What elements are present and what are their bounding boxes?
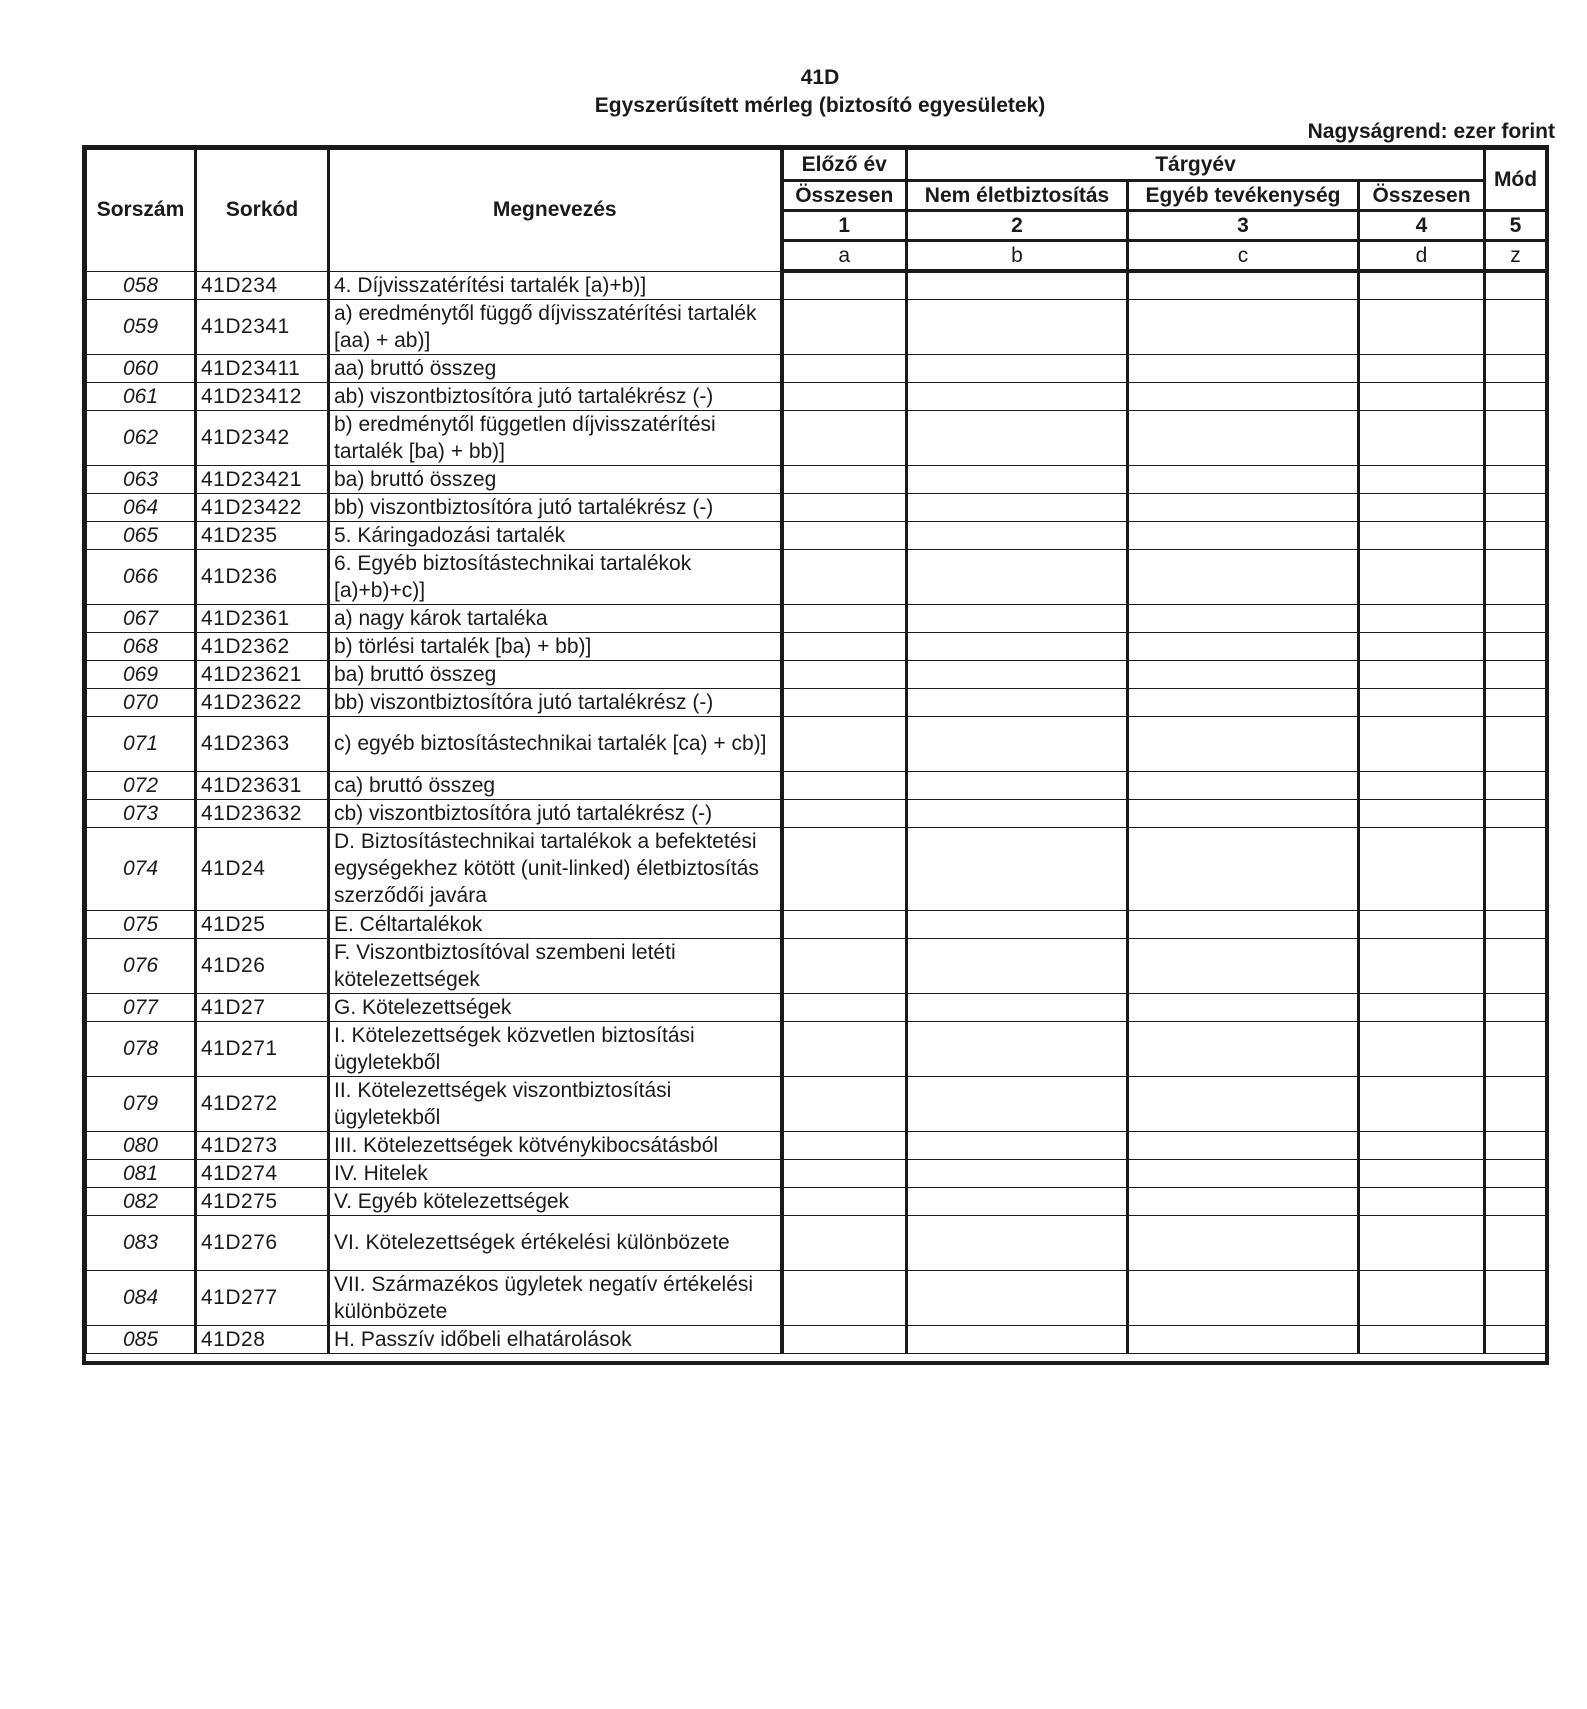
header-osszesen-curr: Összesen bbox=[1359, 181, 1485, 211]
row-name: b) eredménytől független díjvisszatérítési tartalék [ba) + bb)] bbox=[329, 410, 782, 465]
table-row bbox=[87, 910, 1546, 938]
row-number: 065 bbox=[87, 521, 196, 549]
value-other-activity[interactable] bbox=[1128, 521, 1359, 549]
row-name: a) nagy károk tartaléka bbox=[329, 604, 782, 632]
row-name: bb) viszontbiztosítóra jutó tartalékrész (-) bbox=[329, 493, 782, 521]
row-name: cb) viszontbiztosítóra jutó tartalékrész (-) bbox=[329, 799, 782, 827]
row-number: 075 bbox=[87, 910, 196, 938]
header-osszesen-prev: Összesen bbox=[782, 181, 907, 211]
value-mode[interactable] bbox=[1485, 910, 1546, 938]
value-other-activity[interactable] bbox=[1128, 771, 1359, 799]
header-nem-eletbiztositas: Nem életbiztosítás bbox=[907, 181, 1128, 211]
header-sorkod: Sorkód bbox=[196, 150, 329, 272]
row-name: VII. Származékos ügyletek negatív értékelési különbözete bbox=[329, 1270, 782, 1325]
row-number: 083 bbox=[87, 1215, 196, 1270]
value-non-life[interactable] bbox=[907, 938, 1128, 993]
table-row bbox=[87, 632, 1546, 660]
row-number: 071 bbox=[87, 716, 196, 771]
row-name: E. Céltartalékok bbox=[329, 910, 782, 938]
table-row bbox=[87, 549, 1546, 604]
row-number: 080 bbox=[87, 1131, 196, 1159]
row-code: 41D272 bbox=[196, 1076, 329, 1131]
value-prev-total[interactable] bbox=[782, 1131, 907, 1159]
table-row bbox=[87, 1325, 1546, 1353]
value-curr-total[interactable] bbox=[1359, 771, 1485, 799]
row-name: ba) bruttó összeg bbox=[329, 660, 782, 688]
row-code: 41D23412 bbox=[196, 382, 329, 410]
row-code: 41D23411 bbox=[196, 354, 329, 382]
value-non-life[interactable] bbox=[907, 827, 1128, 910]
value-mode[interactable] bbox=[1485, 799, 1546, 827]
value-prev-total[interactable] bbox=[782, 1021, 907, 1076]
value-prev-total[interactable] bbox=[782, 827, 907, 910]
value-prev-total[interactable] bbox=[782, 299, 907, 354]
value-non-life[interactable] bbox=[907, 1159, 1128, 1187]
value-curr-total[interactable] bbox=[1359, 1159, 1485, 1187]
table-row bbox=[87, 771, 1546, 799]
row-number: 077 bbox=[87, 993, 196, 1021]
table-row bbox=[87, 1187, 1546, 1215]
value-curr-total[interactable] bbox=[1359, 521, 1485, 549]
value-non-life[interactable] bbox=[907, 299, 1128, 354]
table-row bbox=[87, 660, 1546, 688]
value-mode[interactable] bbox=[1485, 299, 1546, 354]
value-curr-total[interactable] bbox=[1359, 716, 1485, 771]
row-number: 073 bbox=[87, 799, 196, 827]
row-code: 41D23631 bbox=[196, 771, 329, 799]
row-name: ab) viszontbiztosítóra jutó tartalékrész (-) bbox=[329, 382, 782, 410]
value-prev-total[interactable] bbox=[782, 493, 907, 521]
row-name: D. Biztosítástechnikai tartalékok a befektetési egységekhez kötött (unit-linked) életbiztosítás szerződői javára bbox=[329, 827, 782, 910]
row-name: IV. Hitelek bbox=[329, 1159, 782, 1187]
value-non-life[interactable] bbox=[907, 688, 1128, 716]
row-name: aa) bruttó összeg bbox=[329, 354, 782, 382]
row-name: a) eredménytől függő díjvisszatérítési tartalék [aa) + ab)] bbox=[329, 299, 782, 354]
value-prev-total[interactable] bbox=[782, 1187, 907, 1215]
value-mode[interactable] bbox=[1485, 1131, 1546, 1159]
value-non-life[interactable] bbox=[907, 910, 1128, 938]
value-mode[interactable] bbox=[1485, 716, 1546, 771]
value-non-life[interactable] bbox=[907, 549, 1128, 604]
row-code: 41D23422 bbox=[196, 493, 329, 521]
row-name: 5. Káringadozási tartalék bbox=[329, 521, 782, 549]
row-code: 41D24 bbox=[196, 827, 329, 910]
value-mode[interactable] bbox=[1485, 410, 1546, 465]
value-non-life[interactable] bbox=[907, 1076, 1128, 1131]
table-row bbox=[87, 465, 1546, 493]
value-non-life[interactable] bbox=[907, 799, 1128, 827]
row-number: 082 bbox=[87, 1187, 196, 1215]
value-other-activity[interactable] bbox=[1128, 299, 1359, 354]
row-code: 41D2362 bbox=[196, 632, 329, 660]
col-number-3: 3 bbox=[1128, 211, 1359, 241]
value-mode[interactable] bbox=[1485, 1325, 1546, 1353]
value-other-activity[interactable] bbox=[1128, 799, 1359, 827]
value-non-life[interactable] bbox=[907, 354, 1128, 382]
value-prev-total[interactable] bbox=[782, 1215, 907, 1270]
title-block bbox=[0, 64, 1587, 120]
value-prev-total[interactable] bbox=[782, 771, 907, 799]
value-mode[interactable] bbox=[1485, 382, 1546, 410]
row-name: ca) bruttó összeg bbox=[329, 771, 782, 799]
row-number: 081 bbox=[87, 1159, 196, 1187]
table-row bbox=[87, 993, 1546, 1021]
value-mode[interactable] bbox=[1485, 993, 1546, 1021]
value-curr-total[interactable] bbox=[1359, 993, 1485, 1021]
value-non-life[interactable] bbox=[907, 604, 1128, 632]
row-code: 41D2361 bbox=[196, 604, 329, 632]
value-mode[interactable] bbox=[1485, 632, 1546, 660]
value-non-life[interactable] bbox=[907, 382, 1128, 410]
value-prev-total[interactable] bbox=[782, 993, 907, 1021]
row-code: 41D2342 bbox=[196, 410, 329, 465]
row-number: 084 bbox=[87, 1270, 196, 1325]
table-row bbox=[87, 410, 1546, 465]
value-prev-total[interactable] bbox=[782, 549, 907, 604]
header-egyeb-tevekenyseg: Egyéb tevékenység bbox=[1128, 181, 1359, 211]
row-number: 058 bbox=[87, 271, 196, 299]
row-name: 4. Díjvisszatérítési tartalék [a)+b)] bbox=[329, 271, 782, 299]
value-prev-total[interactable] bbox=[782, 410, 907, 465]
row-code: 41D25 bbox=[196, 910, 329, 938]
row-number: 069 bbox=[87, 660, 196, 688]
value-other-activity[interactable] bbox=[1128, 1076, 1359, 1131]
row-number: 070 bbox=[87, 688, 196, 716]
value-curr-total[interactable] bbox=[1359, 299, 1485, 354]
value-curr-total[interactable] bbox=[1359, 493, 1485, 521]
value-mode[interactable] bbox=[1485, 938, 1546, 993]
value-other-activity[interactable] bbox=[1128, 1270, 1359, 1325]
row-number: 076 bbox=[87, 938, 196, 993]
value-other-activity[interactable] bbox=[1128, 827, 1359, 910]
value-curr-total[interactable] bbox=[1359, 660, 1485, 688]
row-code: 41D26 bbox=[196, 938, 329, 993]
table-row bbox=[87, 299, 1546, 354]
value-curr-total[interactable] bbox=[1359, 1076, 1485, 1131]
table-row bbox=[87, 493, 1546, 521]
value-curr-total[interactable] bbox=[1359, 1021, 1485, 1076]
table-row bbox=[87, 1270, 1546, 1325]
value-prev-total[interactable] bbox=[782, 354, 907, 382]
value-prev-total[interactable] bbox=[782, 1270, 907, 1325]
row-code: 41D234 bbox=[196, 271, 329, 299]
header-mod: Mód bbox=[1485, 150, 1546, 211]
value-prev-total[interactable] bbox=[782, 938, 907, 993]
value-curr-total[interactable] bbox=[1359, 410, 1485, 465]
value-mode[interactable] bbox=[1485, 521, 1546, 549]
value-curr-total[interactable] bbox=[1359, 549, 1485, 604]
value-other-activity[interactable] bbox=[1128, 1131, 1359, 1159]
col-number-2: 2 bbox=[907, 211, 1128, 241]
value-prev-total[interactable] bbox=[782, 604, 907, 632]
row-code: 41D23621 bbox=[196, 660, 329, 688]
value-other-activity[interactable] bbox=[1128, 910, 1359, 938]
row-code: 41D23622 bbox=[196, 688, 329, 716]
row-name: III. Kötelezettségek kötvénykibocsátásból bbox=[329, 1131, 782, 1159]
value-curr-total[interactable] bbox=[1359, 1131, 1485, 1159]
value-prev-total[interactable] bbox=[782, 1159, 907, 1187]
row-code: 41D27 bbox=[196, 993, 329, 1021]
value-other-activity[interactable] bbox=[1128, 1159, 1359, 1187]
table-row bbox=[87, 716, 1546, 771]
value-prev-total[interactable] bbox=[782, 716, 907, 771]
row-code: 41D235 bbox=[196, 521, 329, 549]
value-other-activity[interactable] bbox=[1128, 1021, 1359, 1076]
row-code: 41D23632 bbox=[196, 799, 329, 827]
value-non-life[interactable] bbox=[907, 1187, 1128, 1215]
value-non-life[interactable] bbox=[907, 632, 1128, 660]
value-prev-total[interactable] bbox=[782, 1325, 907, 1353]
value-other-activity[interactable] bbox=[1128, 688, 1359, 716]
row-code: 41D23421 bbox=[196, 465, 329, 493]
value-mode[interactable] bbox=[1485, 354, 1546, 382]
value-other-activity[interactable] bbox=[1128, 493, 1359, 521]
row-name: bb) viszontbiztosítóra jutó tartalékrész (-) bbox=[329, 688, 782, 716]
row-number: 061 bbox=[87, 382, 196, 410]
col-letter-z: z bbox=[1485, 241, 1546, 272]
row-name: II. Kötelezettségek viszontbiztosítási ügyletekből bbox=[329, 1076, 782, 1131]
row-code: 41D236 bbox=[196, 549, 329, 604]
row-name: VI. Kötelezettségek értékelési különbözete bbox=[329, 1215, 782, 1270]
table-row bbox=[87, 521, 1546, 549]
value-curr-total[interactable] bbox=[1359, 1325, 1485, 1353]
value-prev-total[interactable] bbox=[782, 271, 907, 299]
row-number: 060 bbox=[87, 354, 196, 382]
value-curr-total[interactable] bbox=[1359, 910, 1485, 938]
value-curr-total[interactable] bbox=[1359, 465, 1485, 493]
value-other-activity[interactable] bbox=[1128, 660, 1359, 688]
table-row bbox=[87, 382, 1546, 410]
value-mode[interactable] bbox=[1485, 1076, 1546, 1131]
row-number: 063 bbox=[87, 465, 196, 493]
value-other-activity[interactable] bbox=[1128, 354, 1359, 382]
value-other-activity[interactable] bbox=[1128, 716, 1359, 771]
value-curr-total[interactable] bbox=[1359, 688, 1485, 716]
value-mode[interactable] bbox=[1485, 549, 1546, 604]
table-row bbox=[87, 1021, 1546, 1076]
value-prev-total[interactable] bbox=[782, 660, 907, 688]
value-non-life[interactable] bbox=[907, 493, 1128, 521]
value-mode[interactable] bbox=[1485, 771, 1546, 799]
value-other-activity[interactable] bbox=[1128, 549, 1359, 604]
table-row bbox=[87, 1215, 1546, 1270]
value-mode[interactable] bbox=[1485, 604, 1546, 632]
unit-label: Nagyságrend: ezer forint bbox=[1307, 120, 1555, 143]
col-letter-a: a bbox=[782, 241, 907, 272]
value-other-activity[interactable] bbox=[1128, 1187, 1359, 1215]
value-prev-total[interactable] bbox=[782, 382, 907, 410]
row-name: 6. Egyéb biztosítástechnikai tartalékok [a)+b)+c)] bbox=[329, 549, 782, 604]
row-code: 41D275 bbox=[196, 1187, 329, 1215]
row-code: 41D276 bbox=[196, 1215, 329, 1270]
header-sorszam: Sorszám bbox=[87, 150, 196, 272]
form-title: Egyszerűsített mérleg (biztosító egyesületek) bbox=[594, 94, 1046, 117]
value-curr-total[interactable] bbox=[1359, 271, 1485, 299]
data-table bbox=[86, 149, 1546, 1354]
value-other-activity[interactable] bbox=[1128, 938, 1359, 993]
row-number: 078 bbox=[87, 1021, 196, 1076]
col-number-4: 4 bbox=[1359, 211, 1485, 241]
row-name: b) törlési tartalék [ba) + bb)] bbox=[329, 632, 782, 660]
row-code: 41D2341 bbox=[196, 299, 329, 354]
value-mode[interactable] bbox=[1485, 271, 1546, 299]
value-prev-total[interactable] bbox=[782, 465, 907, 493]
row-name: I. Kötelezettségek közvetlen biztosítási ügyletekből bbox=[329, 1021, 782, 1076]
value-non-life[interactable] bbox=[907, 1021, 1128, 1076]
row-number: 079 bbox=[87, 1076, 196, 1131]
value-non-life[interactable] bbox=[907, 1215, 1128, 1270]
form-code: 41D bbox=[800, 66, 840, 89]
row-number: 067 bbox=[87, 604, 196, 632]
header-targyev: Tárgyév bbox=[907, 150, 1485, 181]
value-non-life[interactable] bbox=[907, 1270, 1128, 1325]
row-number: 072 bbox=[87, 771, 196, 799]
value-non-life[interactable] bbox=[907, 521, 1128, 549]
value-mode[interactable] bbox=[1485, 1187, 1546, 1215]
table-row bbox=[87, 1159, 1546, 1187]
value-curr-total[interactable] bbox=[1359, 938, 1485, 993]
value-other-activity[interactable] bbox=[1128, 271, 1359, 299]
row-name: V. Egyéb kötelezettségek bbox=[329, 1187, 782, 1215]
value-prev-total[interactable] bbox=[782, 632, 907, 660]
value-curr-total[interactable] bbox=[1359, 1215, 1485, 1270]
row-number: 068 bbox=[87, 632, 196, 660]
row-name: c) egyéb biztosítástechnikai tartalék [ca) + cb)] bbox=[329, 716, 782, 771]
table-row bbox=[87, 1131, 1546, 1159]
row-code: 41D273 bbox=[196, 1131, 329, 1159]
header-megnevezes: Megnevezés bbox=[329, 150, 782, 272]
value-other-activity[interactable] bbox=[1128, 604, 1359, 632]
value-curr-total[interactable] bbox=[1359, 632, 1485, 660]
value-mode[interactable] bbox=[1485, 660, 1546, 688]
value-mode[interactable] bbox=[1485, 1215, 1546, 1270]
value-non-life[interactable] bbox=[907, 1131, 1128, 1159]
value-non-life[interactable] bbox=[907, 465, 1128, 493]
row-code: 41D277 bbox=[196, 1270, 329, 1325]
col-number-5: 5 bbox=[1485, 211, 1546, 241]
row-name: H. Passzív időbeli elhatárolások bbox=[329, 1325, 782, 1353]
value-mode[interactable] bbox=[1485, 688, 1546, 716]
value-other-activity[interactable] bbox=[1128, 632, 1359, 660]
row-number: 074 bbox=[87, 827, 196, 910]
table-row bbox=[87, 1076, 1546, 1131]
row-number: 059 bbox=[87, 299, 196, 354]
table-row bbox=[87, 354, 1546, 382]
row-number: 066 bbox=[87, 549, 196, 604]
table-row bbox=[87, 271, 1546, 299]
table-row bbox=[87, 799, 1546, 827]
value-non-life[interactable] bbox=[907, 660, 1128, 688]
row-code: 41D2363 bbox=[196, 716, 329, 771]
row-code: 41D274 bbox=[196, 1159, 329, 1187]
value-prev-total[interactable] bbox=[782, 688, 907, 716]
col-letter-b: b bbox=[907, 241, 1128, 272]
value-mode[interactable] bbox=[1485, 1270, 1546, 1325]
table-row bbox=[87, 604, 1546, 632]
value-curr-total[interactable] bbox=[1359, 382, 1485, 410]
value-other-activity[interactable] bbox=[1128, 382, 1359, 410]
value-prev-total[interactable] bbox=[782, 799, 907, 827]
row-name: F. Viszontbiztosítóval szembeni letéti kötelezettségek bbox=[329, 938, 782, 993]
value-other-activity[interactable] bbox=[1128, 1325, 1359, 1353]
table-row bbox=[87, 827, 1546, 910]
value-mode[interactable] bbox=[1485, 493, 1546, 521]
value-non-life[interactable] bbox=[907, 993, 1128, 1021]
value-mode[interactable] bbox=[1485, 827, 1546, 910]
value-mode[interactable] bbox=[1485, 465, 1546, 493]
value-other-activity[interactable] bbox=[1128, 1215, 1359, 1270]
value-prev-total[interactable] bbox=[782, 521, 907, 549]
value-mode[interactable] bbox=[1485, 1021, 1546, 1076]
value-other-activity[interactable] bbox=[1128, 993, 1359, 1021]
value-other-activity[interactable] bbox=[1128, 465, 1359, 493]
col-letter-d: d bbox=[1359, 241, 1485, 272]
value-mode[interactable] bbox=[1485, 1159, 1546, 1187]
value-curr-total[interactable] bbox=[1359, 604, 1485, 632]
value-non-life[interactable] bbox=[907, 1325, 1128, 1353]
table-row bbox=[87, 938, 1546, 993]
value-prev-total[interactable] bbox=[782, 910, 907, 938]
value-non-life[interactable] bbox=[907, 771, 1128, 799]
balance-sheet-table bbox=[82, 145, 1549, 1365]
value-curr-total[interactable] bbox=[1359, 799, 1485, 827]
value-non-life[interactable] bbox=[907, 716, 1128, 771]
row-code: 41D271 bbox=[196, 1021, 329, 1076]
value-non-life[interactable] bbox=[907, 410, 1128, 465]
value-curr-total[interactable] bbox=[1359, 827, 1485, 910]
row-name: ba) bruttó összeg bbox=[329, 465, 782, 493]
col-number-1: 1 bbox=[782, 211, 907, 241]
header-elozo-ev: Előző év bbox=[782, 150, 907, 181]
col-letter-c: c bbox=[1128, 241, 1359, 272]
row-name: G. Kötelezettségek bbox=[329, 993, 782, 1021]
value-curr-total[interactable] bbox=[1359, 354, 1485, 382]
value-other-activity[interactable] bbox=[1128, 410, 1359, 465]
row-code: 41D28 bbox=[196, 1325, 329, 1353]
row-number: 085 bbox=[87, 1325, 196, 1353]
value-curr-total[interactable] bbox=[1359, 1270, 1485, 1325]
value-curr-total[interactable] bbox=[1359, 1187, 1485, 1215]
value-prev-total[interactable] bbox=[782, 1076, 907, 1131]
row-number: 064 bbox=[87, 493, 196, 521]
row-number: 062 bbox=[87, 410, 196, 465]
value-non-life[interactable] bbox=[907, 271, 1128, 299]
table-row bbox=[87, 688, 1546, 716]
